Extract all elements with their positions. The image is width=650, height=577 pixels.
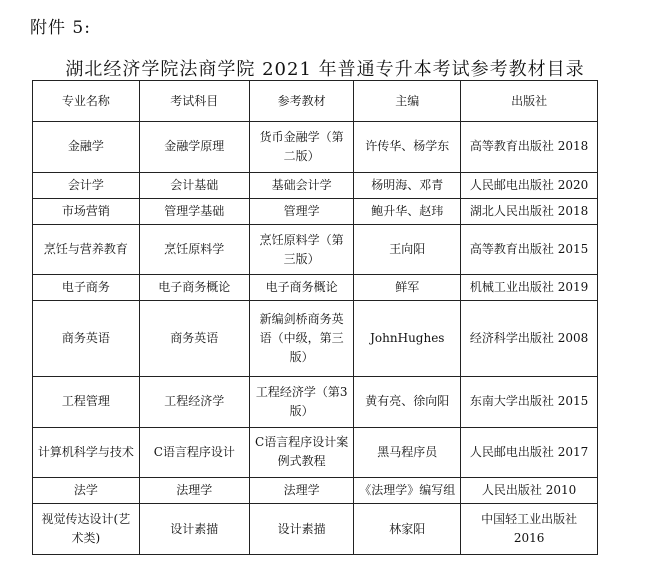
cell-publisher: 经济科学出版社 2008 <box>461 301 598 376</box>
table-row <box>33 301 598 376</box>
cell-publisher: 人民邮电出版社 2020 <box>461 172 598 198</box>
textbook-table <box>32 80 598 555</box>
cell-major: 电子商务 <box>33 275 140 301</box>
cell-textbook: 货币金融学（第二版） <box>249 122 354 173</box>
header-publisher: 出版社 <box>461 81 598 122</box>
cell-editor: 《法理学》编写组 <box>354 478 461 504</box>
table-row <box>33 198 598 224</box>
cell-subject: C语言程序设计 <box>139 427 249 478</box>
cell-subject: 工程经济学 <box>139 376 249 427</box>
cell-textbook: 电子商务概论 <box>249 275 354 301</box>
table-row <box>33 122 598 173</box>
cell-publisher: 东南大学出版社 2015 <box>461 376 598 427</box>
cell-subject: 金融学原理 <box>139 122 249 173</box>
cell-editor: 许传华、杨学东 <box>354 122 461 173</box>
cell-editor: 杨明海、邓青 <box>354 172 461 198</box>
cell-textbook: 新编剑桥商务英语（中级，第三版） <box>249 301 354 376</box>
cell-textbook: 法理学 <box>249 478 354 504</box>
cell-editor: 鲍升华、赵玮 <box>354 198 461 224</box>
table-row <box>33 478 598 504</box>
header-textbook: 参考教材 <box>249 81 354 122</box>
cell-publisher: 人民出版社 2010 <box>461 478 598 504</box>
attachment-label: 附件 5: <box>30 18 91 38</box>
table-row <box>33 224 598 275</box>
cell-subject: 商务英语 <box>139 301 249 376</box>
cell-editor: JohnHughes <box>354 301 461 376</box>
cell-major: 法学 <box>33 478 140 504</box>
table-row <box>33 504 598 555</box>
cell-subject: 管理学基础 <box>139 198 249 224</box>
cell-editor: 黑马程序员 <box>354 427 461 478</box>
cell-publisher: 高等教育出版社 2018 <box>461 122 598 173</box>
cell-major: 计算机科学与技术 <box>33 427 140 478</box>
table-row <box>33 275 598 301</box>
cell-editor: 黄有亮、徐向阳 <box>354 376 461 427</box>
cell-textbook: 烹饪原料学（第三版） <box>249 224 354 275</box>
cell-subject: 电子商务概论 <box>139 275 249 301</box>
header-editor: 主编 <box>354 81 461 122</box>
cell-publisher: 机械工业出版社 2019 <box>461 275 598 301</box>
cell-subject: 会计基础 <box>139 172 249 198</box>
cell-publisher: 人民邮电出版社 2017 <box>461 427 598 478</box>
cell-subject: 法理学 <box>139 478 249 504</box>
table-row <box>33 427 598 478</box>
header-subject: 考试科目 <box>139 81 249 122</box>
cell-publisher: 湖北人民出版社 2018 <box>461 198 598 224</box>
table-row <box>33 172 598 198</box>
cell-subject: 设计素描 <box>139 504 249 555</box>
header-major: 专业名称 <box>33 81 140 122</box>
cell-textbook: C语言程序设计案例式教程 <box>249 427 354 478</box>
cell-textbook: 基础会计学 <box>249 172 354 198</box>
cell-major: 会计学 <box>33 172 140 198</box>
cell-textbook: 工程经济学（第3版） <box>249 376 354 427</box>
table-row <box>33 376 598 427</box>
cell-publisher: 中国轻工业出版社 2016 <box>461 504 598 555</box>
cell-editor: 王向阳 <box>354 224 461 275</box>
cell-major: 商务英语 <box>33 301 140 376</box>
cell-subject: 烹饪原料学 <box>139 224 249 275</box>
cell-major: 市场营销 <box>33 198 140 224</box>
cell-editor: 鲜军 <box>354 275 461 301</box>
table-header-row <box>33 81 598 122</box>
cell-editor: 林家阳 <box>354 504 461 555</box>
cell-major: 视觉传达设计(艺术类) <box>33 504 140 555</box>
cell-major: 金融学 <box>33 122 140 173</box>
cell-textbook: 设计素描 <box>249 504 354 555</box>
cell-textbook: 管理学 <box>249 198 354 224</box>
cell-major: 工程管理 <box>33 376 140 427</box>
document-title: 湖北经济学院法商学院 2021 年普通专升本考试参考教材目录 <box>65 59 585 80</box>
cell-major: 烹饪与营养教育 <box>33 224 140 275</box>
cell-publisher: 高等教育出版社 2015 <box>461 224 598 275</box>
